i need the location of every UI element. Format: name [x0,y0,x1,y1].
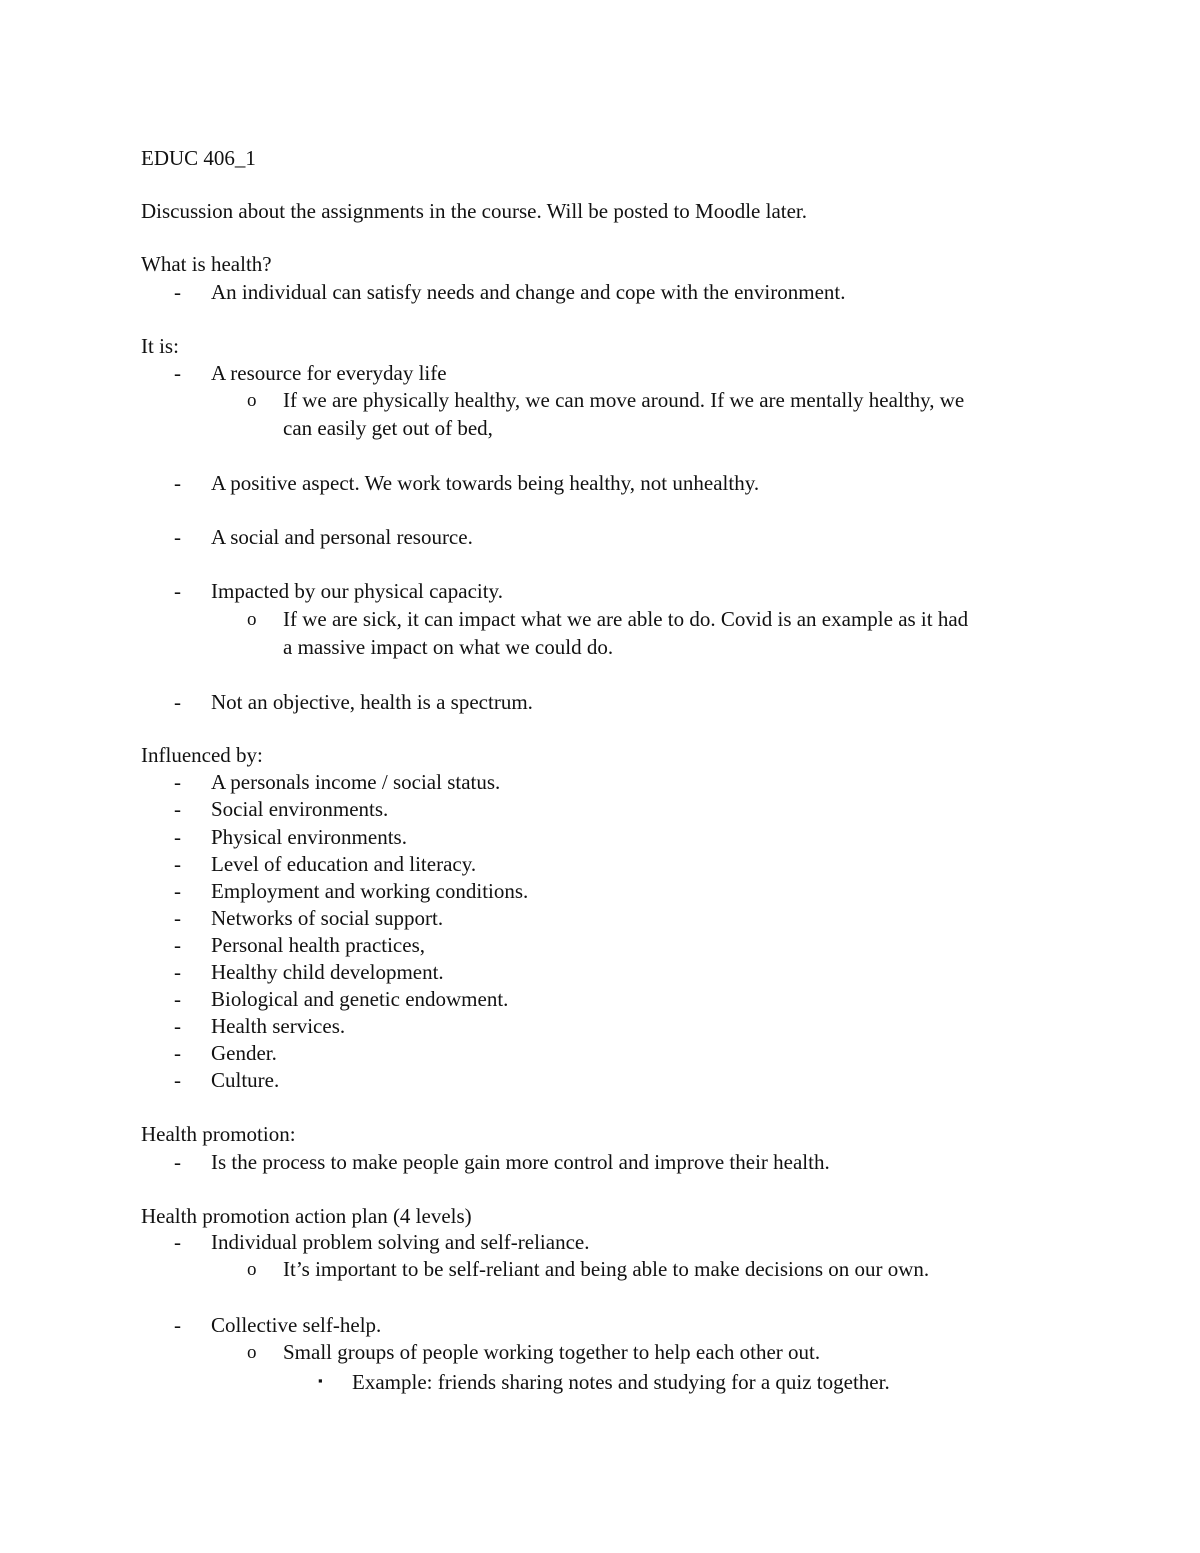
sub-sub-list-item: Example: friends sharing notes and studying for a quiz together. [352,1370,890,1394]
dash-bullet: - [174,361,181,385]
list-item: Healthy child development. [211,960,444,984]
dash-bullet: - [174,825,181,849]
sub-list-item-continued: a massive impact on what we could do. [283,635,614,659]
circle-bullet: o [247,1259,257,1280]
list-item: Health services. [211,1014,346,1038]
health-promotion-heading: Health promotion: [141,1122,296,1146]
dash-bullet: - [174,690,181,714]
dash-bullet: - [174,280,181,304]
dash-bullet: - [174,1014,181,1038]
list-item: Personal health practices, [211,933,425,957]
dash-bullet: - [174,579,181,603]
dash-bullet: - [174,525,181,549]
list-item: A positive aspect. We work towards being healthy, not unhealthy. [211,471,760,495]
dash-bullet: - [174,933,181,957]
list-item: Social environments. [211,797,389,821]
dash-bullet: - [174,1150,181,1174]
list-item: Is the process to make people gain more control and improve their health. [211,1150,830,1174]
sub-list-item-continued: can easily get out of bed, [283,416,493,440]
what-is-health-heading: What is health? [141,252,272,276]
list-item: Individual problem solving and self-reliance. [211,1230,590,1254]
list-item: Networks of social support. [211,906,444,930]
dash-bullet: - [174,471,181,495]
list-item: Not an objective, health is a spectrum. [211,690,533,714]
dash-bullet: - [174,1230,181,1254]
circle-bullet: o [247,609,257,630]
list-item: An individual can satisfy needs and change and cope with the environment. [211,280,846,304]
list-item: Level of education and literacy. [211,852,477,876]
dash-bullet: - [174,879,181,903]
circle-bullet: o [247,1342,257,1363]
dash-bullet: - [174,960,181,984]
dash-bullet: - [174,906,181,930]
list-item: A social and personal resource. [211,525,473,549]
dash-bullet: - [174,852,181,876]
dash-bullet: - [174,1313,181,1337]
list-item: A personals income / social status. [211,770,501,794]
dash-bullet: - [174,1041,181,1065]
circle-bullet: o [247,390,257,411]
influenced-by-heading: Influenced by: [141,743,263,767]
action-plan-heading: Health promotion action plan (4 levels) [141,1204,472,1228]
list-item: Physical environments. [211,825,407,849]
dash-bullet: - [174,770,181,794]
it-is-heading: It is: [141,334,179,358]
list-item: Collective self-help. [211,1313,382,1337]
square-bullet: ▪ [318,1373,323,1388]
dash-bullet: - [174,987,181,1011]
dash-bullet: - [174,1068,181,1092]
dash-bullet: - [174,797,181,821]
list-item: Employment and working conditions. [211,879,529,903]
intro-paragraph: Discussion about the assignments in the course. Will be posted to Moodle later. [141,199,808,223]
document-title: EDUC 406_1 [141,146,256,170]
list-item: Impacted by our physical capacity. [211,579,503,603]
sub-list-item: If we are physically healthy, we can move around. If we are mentally healthy, we [283,388,965,412]
list-item: A resource for everyday life [211,361,447,385]
sub-list-item: If we are sick, it can impact what we are able to do. Covid is an example as it had [283,607,969,631]
list-item: Gender. [211,1041,277,1065]
sub-list-item: Small groups of people working together to help each other out. [283,1340,821,1364]
sub-list-item: It’s important to be self-reliant and being able to make decisions on our own. [283,1257,930,1281]
list-item: Biological and genetic endowment. [211,987,509,1011]
list-item: Culture. [211,1068,280,1092]
